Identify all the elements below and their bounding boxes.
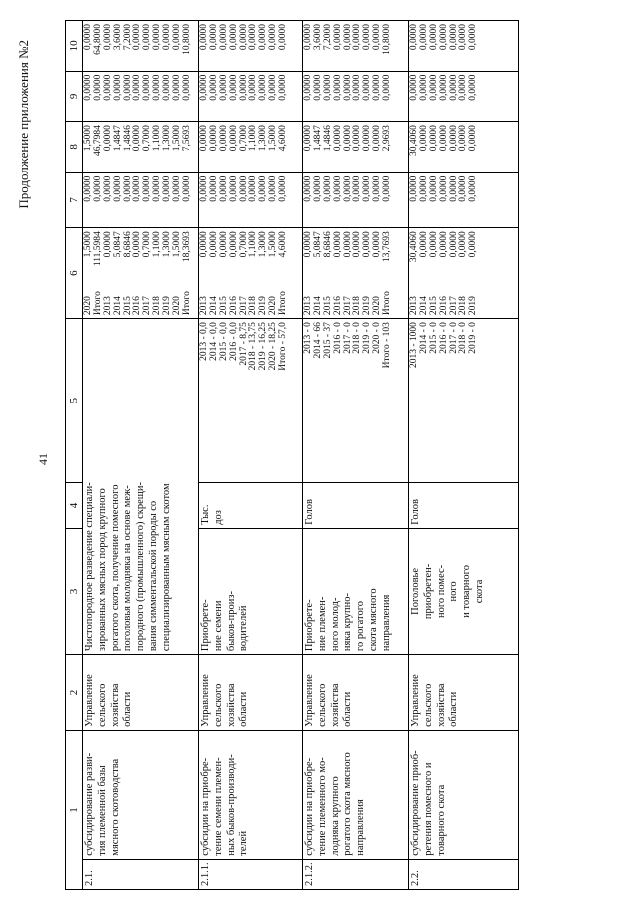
header-cell-9: 9 xyxy=(66,71,83,122)
row-number: 2.1. xyxy=(83,859,199,889)
row-col7: 0,0000 0,0000 0,0000 0,0000 0,0000 0,0000 0,0000 0,0000 0,0000 0,0000 0,0000 xyxy=(83,172,199,228)
row-col9: 0,0000 0,0000 0,0000 0,0000 0,0000 0,0000 0,0000 0,0000 0,0000 0,0000 0,0000 xyxy=(83,71,199,122)
row-col8: 1,5000 46,7984 0,0000 1,4847 1,4846 0,0000 0,7000 1,1000 1,3000 1,5000 7,5693 xyxy=(83,122,199,173)
header-cell-5: 5 xyxy=(66,319,83,483)
header-row xyxy=(66,21,83,890)
row-col6: 1,5000 111,5984 0,0000 5,0847 8,6846 0,0000 0,7000 1,1000 1,3000 1,5000 18,3693 xyxy=(83,228,199,284)
row-years: 2020 Итого 2013 2014 2015 2016 2017 2018 2019 2020 Итого xyxy=(83,283,199,318)
row-measure: Поголовье приобретен- ного помес- ного и товарного скота xyxy=(409,528,519,654)
row-col8: 0,0000 1,4847 1,4846 0,0000 0,0000 0,0000 0,0000 0,0000 2,9693 xyxy=(303,122,409,173)
row-col10: 0,0000 3,6000 7,2000 0,0000 0,0000 0,0000 0,0000 0,0000 10,8000 xyxy=(303,21,409,72)
row-executor: Управление сельского хозяйства области xyxy=(303,655,409,731)
table-row xyxy=(303,21,409,890)
row-col9: 0,0000 0,0000 0,0000 0,0000 0,0000 0,0000 0,0000 0,0000 0,0000 xyxy=(303,71,409,122)
table-row xyxy=(83,21,199,890)
row-col8: 0,0000 0,0000 0,0000 0,0000 0,7000 1,1000 1,3000 1,5000 4,6000 xyxy=(199,122,303,173)
row-col10: 0,0000 64,8000 0,0000 3,6000 7,2000 0,0000 0,0000 0,0000 0,0000 0,0000 10,8000 xyxy=(83,21,199,72)
row-col7: 0,0000 0,0000 0,0000 0,0000 0,0000 0,0000 0,0000 0,0000 0,0000 xyxy=(199,172,303,228)
row-name: субсидирование приоб- ретения помесного и товарного скота xyxy=(409,730,519,859)
row-unit: Голов xyxy=(409,483,519,528)
row-measure: Приобрете- ние семени быков-произ- водителей xyxy=(199,528,303,654)
program-table xyxy=(65,20,519,890)
row-years: 2013 2014 2015 2016 2017 2018 2019 xyxy=(409,283,519,318)
row-col6: 0,0000 0,0000 0,0000 0,0000 0,7000 1,1000 1,3000 1,5000 4,6000 xyxy=(199,228,303,284)
row-values: 2013 - 0 2014 - 66 2015 - 37 2016 - 0 2017 - 0 2018 - 0 2019 - 0 2020 - 0 Итого - 103 xyxy=(303,319,409,483)
row-unit: Голов xyxy=(303,483,409,528)
header-cell-7: 7 xyxy=(66,172,83,228)
header-cell-1: 1 xyxy=(66,730,83,889)
row-name: субсидии на приобре- тение племенного мо- лодняка крупного рогатого скота мясного направления xyxy=(303,730,409,859)
row-col7: 0,0000 0,0000 0,0000 0,0000 0,0000 0,0000 0,0000 xyxy=(409,172,519,228)
row-name: субсидии на приобре- тение семени племен- ных быков-производи- телей xyxy=(199,730,303,859)
header-cell-10: 10 xyxy=(66,21,83,72)
row-name: субсидирование разви- тия племенной базы мясного скотоводства xyxy=(83,730,199,859)
row-col6: 0,0000 5,0847 8,6846 0,0000 0,0000 0,0000 0,0000 0,0000 13,7693 xyxy=(303,228,409,284)
row-executor: Управление сельского хозяйства области xyxy=(199,655,303,731)
header-cell-4: 4 xyxy=(66,483,83,528)
header-cell-3: 3 xyxy=(66,528,83,654)
row-measure: Чистопородное разведение специали- зированных мясных пород крупного рогатого скота, получение помесного поголовья молодняка на основе меж- породного (промышленного) скрещи- вания симментальской породы со специализированным мясным скотом xyxy=(83,319,199,655)
row-unit: Тыс. доз xyxy=(199,483,303,528)
row-col8: 30,4060 0,0000 0,0000 0,0000 0,0000 0,0000 0,0000 xyxy=(409,122,519,173)
continuation-heading: Продолжение приложения №2 xyxy=(16,40,31,209)
row-measure: Приобрете- ние племен- ного молод- няка крупно- го рогатого скота мясного направления xyxy=(303,528,409,654)
row-col7: 0,0000 0,0000 0,0000 0,0000 0,0000 0,0000 0,0000 0,0000 0,0000 xyxy=(303,172,409,228)
row-values: 2013 - 0,0 2014 - 0,0 2015 - 0,0 2016 - 0,0 2017 - 8,75 2018 - 13,75 2019 - 16,25 2020 - 18,25 Итого - 57,0 xyxy=(199,319,303,483)
row-number: 2.2. xyxy=(409,859,519,889)
row-executor: Управление сельского хозяйства области xyxy=(83,655,199,731)
page-number: 41 xyxy=(36,453,50,465)
row-col9: 0,0000 0,0000 0,0000 0,0000 0,0000 0,0000 0,0000 0,0000 0,0000 xyxy=(199,71,303,122)
row-col9: 0,0000 0,0000 0,0000 0,0000 0,0000 0,0000 0,0000 xyxy=(409,71,519,122)
row-values: 2013 - 1000 2014 - 0 2015 - 0 2016 - 0 2017 - 0 2018 - 0 2019 - 0 xyxy=(409,319,519,483)
table-row xyxy=(409,21,519,890)
row-number: 2.1.2. xyxy=(303,859,409,889)
row-col10: 0,0000 0,0000 0,0000 0,0000 0,0000 0,0000 0,0000 xyxy=(409,21,519,72)
header-cell-8: 8 xyxy=(66,122,83,173)
header-cell-2: 2 xyxy=(66,655,83,731)
header-cell-6: 6 xyxy=(66,228,83,319)
row-number: 2.1.1. xyxy=(199,859,303,889)
row-col6: 30,4060 0,0000 0,0000 0,0000 0,0000 0,0000 0,0000 xyxy=(409,228,519,284)
row-years: 2013 2014 2015 2016 2017 2018 2019 2020 Итого xyxy=(303,283,409,318)
row-col10: 0,0000 0,0000 0,0000 0,0000 0,0000 0,0000 0,0000 0,0000 0,0000 xyxy=(199,21,303,72)
row-executor: Управление сельского хозяйства области xyxy=(409,655,519,731)
row-years: 2013 2014 2015 2016 2017 2018 2019 2020 Итого xyxy=(199,283,303,318)
table-row xyxy=(199,21,303,890)
